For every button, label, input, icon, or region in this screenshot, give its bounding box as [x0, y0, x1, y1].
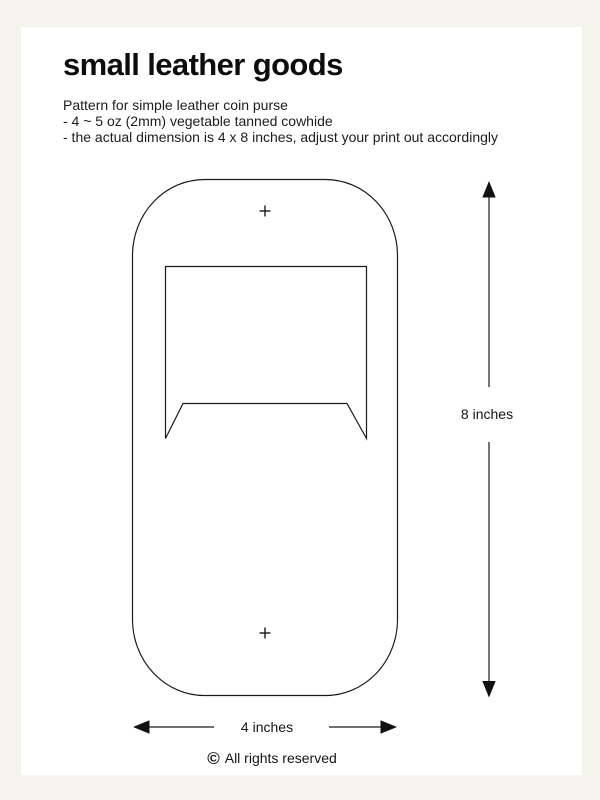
copyright-line — [132, 748, 412, 768]
registration-mark-bottom — [260, 628, 271, 639]
description-line: - 4 ~ 5 oz (2mm) vegetable tanned cowhide — [63, 113, 333, 129]
description-line: - the actual dimension is 4 x 8 inches, adjust your print out accordingly — [63, 129, 499, 145]
copyright-icon: © — [207, 749, 220, 768]
arrowhead-up-icon — [482, 181, 495, 198]
copyright-text: All rights reserved — [224, 750, 337, 766]
height-dimension-arrow — [482, 181, 495, 698]
height-dimension-label: 8 inches — [460, 406, 514, 422]
description-line: Pattern for simple leather coin purse — [63, 97, 288, 113]
arrowhead-right-icon — [381, 720, 398, 733]
registration-mark-top — [260, 206, 271, 217]
arrowhead-left-icon — [133, 720, 150, 733]
pocket-outline — [166, 267, 367, 439]
pattern-outline — [133, 180, 398, 696]
page-title: small leather goods — [63, 47, 343, 82]
arrowhead-down-icon — [482, 681, 495, 698]
width-dimension-label: 4 inches — [240, 719, 294, 735]
